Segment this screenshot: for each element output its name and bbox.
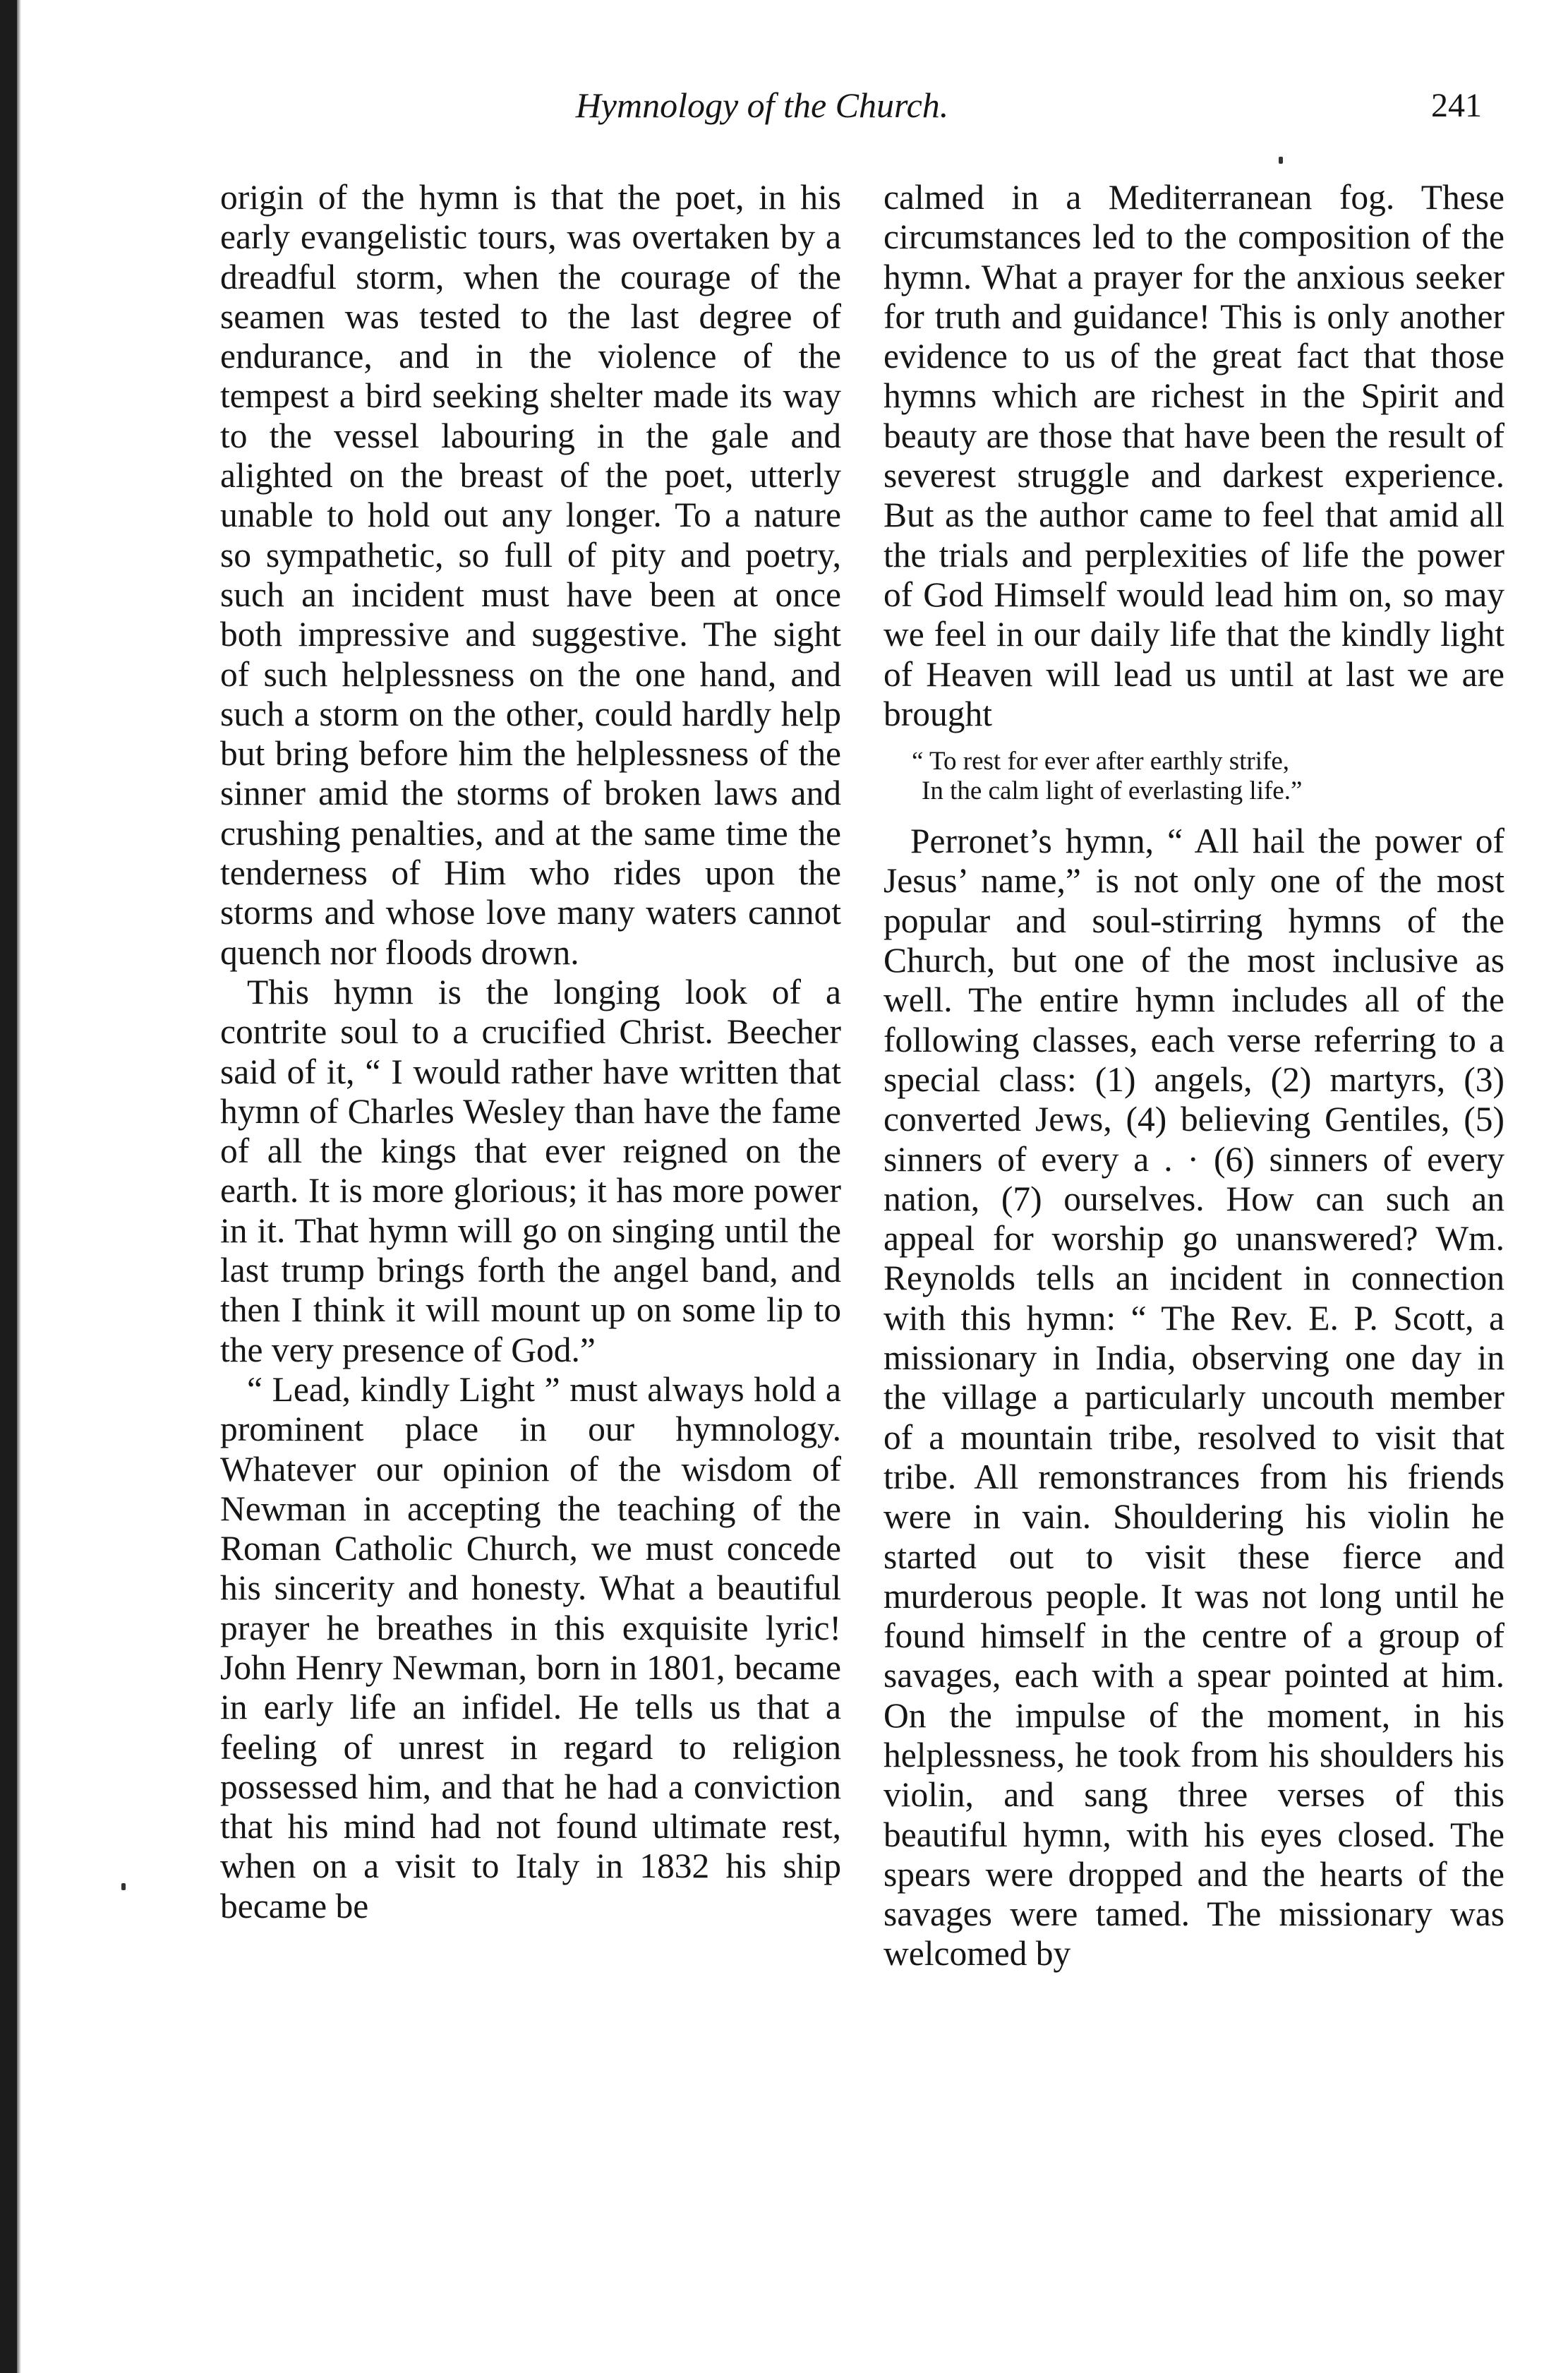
paragraph-right-1: calmed in a Mediterranean fog. These circumstances led to the composition of the hymn. What a prayer for the anxious seeker for truth and guidance! This is only another evidence to us of the great fact that those hymns which are richest in the Spirit and beauty are those that have been the result of severest struggle and darkest experience. But as the author came to feel that amid all the trials and perplexities of life the power of God Himself would lead him on, so may we feel in our daily life that the kindly light of Heaven will lead us until at last we are brought <box>883 178 1504 733</box>
page-binding-shadow <box>0 0 17 2373</box>
paragraph-right-2: Perronet’s hymn, “ All hail the power of Jesus’ name,” is not only one of the most popular and soul-stirring hymns of the Church, but one of the most inclusive as well. The entire hymn includes all of the following classes, each verse referring to a special class: (1) angels, (2) martyrs, (3) converted Jews, (4) believing Gentiles, (5) sinners of every a . · (6) sinners of every nation, (7) ourselves. How can such an appeal for worship go unanswered? Wm. Reynolds tells an incident in connection with this hymn: “ The Rev. E. P. Scott, a missionary in India, observing one day in the village a particularly uncouth member of a mountain tribe, resolved to visit that tribe. All remonstrances from his friends were in vain. Shouldering his violin he started out to visit these fierce and murderous people. It was not long until he found himself in the centre of a group of savages, each with a spear pointed at him. On the impulse of the moment, in his helplessness, he took from his shoulders his violin, and sang three verses of this beautiful hymn, with his eyes closed. The spears were dropped and the hearts of the savages were tamed. The missionary was welcomed by <box>883 822 1504 1974</box>
print-speck <box>1279 157 1283 164</box>
right-column <box>883 178 1504 2324</box>
verse-line-1: “ To rest for ever after earthly strife, <box>912 747 1290 776</box>
verse-line-2: In the calm light of everlasting life.” <box>922 776 1303 806</box>
paragraph-left-2: This hymn is the longing look of a contrite soul to a crucified Christ. Beecher said of it, “ I would rather have written that hymn of Charles Wesley than have the fame of all the kings that ever reigned on the earth. It is more glorious; it has more power in it. That hymn will go on singing until the last trump brings forth the angel band, and then I think it will mount up on some lip to the very presence of God.” <box>220 972 841 1369</box>
left-column <box>220 178 841 2324</box>
running-title: Hymnology of the Church. <box>575 85 949 125</box>
paragraph-left-3: “ Lead, kindly Light ” must always hold a prominent place in our hymnology. Whatever our opinion of the wisdom of Newman in accepting the teaching of the Roman Catholic Church, we must concede his sincerity and honesty. What a beautiful prayer he breathes in this exquisite lyric! John Henry Newman, born in 1801, became in early life an infidel. He tells us that a feeling of unrest in regard to religion possessed him, and that he had a conviction that his mind had not found ultimate rest, when on a visit to Italy in 1832 his ship became be <box>220 1369 841 1926</box>
running-header <box>212 83 1510 140</box>
page-number: 241 <box>1431 87 1482 124</box>
verse-quotation <box>883 747 1504 806</box>
page-binding-edge <box>17 0 21 2373</box>
margin-mark <box>121 1883 126 1890</box>
paragraph-left-1: origin of the hymn is that the poet, in his early evangelistic tours, was overtaken by a dreadful storm, when the courage of the seamen was tested to the last degree of endurance, and in the violence of the tempest a bird seeking shelter made its way to the vessel labouring in the gale and alighted on the breast of the poet, utterly unable to hold out any longer. To a nature so sympathetic, so full of pity and poetry, such an incident must have been at once both impressive and suggestive. The sight of such helplessness on the one hand, and such a storm on the other, could hardly help but bring before him the helplessness of the sinner amid the storms of broken laws and crushing penalties, and at the same time the tenderness of Him who rides upon the storms and whose love many waters cannot quench nor floods drown. <box>220 178 841 972</box>
